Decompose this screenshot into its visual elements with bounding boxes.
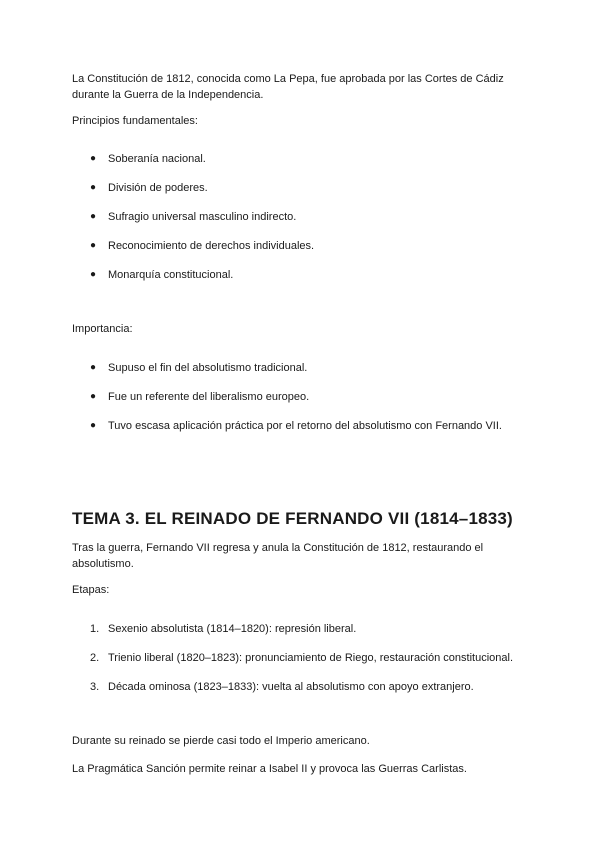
principios-label: Principios fundamentales: [72, 115, 198, 127]
list-item-text: Monarquía constitucional. [108, 269, 234, 281]
closing-paragraph-2: La Pragmática Sanción permite reinar a Isabel II y provoca las Guerras Carlistas. [72, 763, 467, 775]
list-item-text: Sufragio universal masculino indirecto. [108, 211, 297, 223]
bullet-icon: ● [90, 182, 97, 193]
bullet-icon: ● [90, 211, 97, 222]
list-item [90, 361, 530, 375]
list-item [90, 152, 530, 166]
list-item-text: División de poderes. [108, 182, 208, 194]
list-number: 3. [90, 681, 100, 693]
list-item-text: Tuvo escasa aplicación práctica por el retorno del absolutismo con Fernando VII. [108, 420, 502, 432]
bullet-icon: ● [90, 269, 97, 280]
list-item-text: Década ominosa (1823–1833): vuelta al absolutismo con apoyo extranjero. [108, 681, 474, 693]
list-item [90, 651, 530, 665]
list-item [90, 622, 530, 636]
tema3-intro-line-1: Tras la guerra, Fernando VII regresa y anula la Constitución de 1812, restaurando el [72, 542, 484, 554]
list-item-text: Soberanía nacional. [108, 153, 206, 165]
list-item [90, 239, 530, 253]
bullet-icon: ● [90, 420, 97, 431]
list-number: 1. [90, 623, 100, 635]
list-item-text: Reconocimiento de derechos individuales. [108, 240, 315, 252]
bullet-icon: ● [90, 362, 97, 373]
etapas-label: Etapas: [72, 584, 110, 596]
intro-paragraph [72, 71, 532, 103]
bullet-icon: ● [90, 391, 97, 402]
tema3-intro-paragraph [72, 540, 532, 572]
list-item [90, 390, 530, 404]
list-item [90, 210, 530, 224]
list-number: 2. [90, 652, 100, 664]
list-item [90, 680, 530, 694]
list-item-text: Supuso el fin del absolutismo tradicional. [108, 362, 308, 374]
list-item-text: Fue un referente del liberalismo europeo. [108, 391, 310, 403]
importancia-label: Importancia: [72, 323, 133, 335]
list-item-text: Trienio liberal (1820–1823): pronunciamiento de Riego, restauración constitucional. [108, 652, 513, 664]
section-heading: TEMA 3. EL REINADO DE FERNANDO VII (1814–1833) [72, 509, 513, 528]
list-item [90, 419, 530, 433]
bullet-icon: ● [90, 240, 97, 251]
tema3-intro-line-2: absolutismo. [72, 558, 134, 570]
list-item [90, 268, 530, 282]
intro-line-2: durante la Guerra de la Independencia. [72, 89, 264, 101]
list-item-text: Sexenio absolutista (1814–1820): represión liberal. [108, 623, 357, 635]
list-item [90, 181, 530, 195]
intro-line-1: La Constitución de 1812, conocida como La Pepa, fue aprobada por las Cortes de Cádiz [72, 73, 504, 85]
closing-paragraph-1: Durante su reinado se pierde casi todo el Imperio americano. [72, 735, 370, 747]
bullet-icon: ● [90, 153, 97, 164]
